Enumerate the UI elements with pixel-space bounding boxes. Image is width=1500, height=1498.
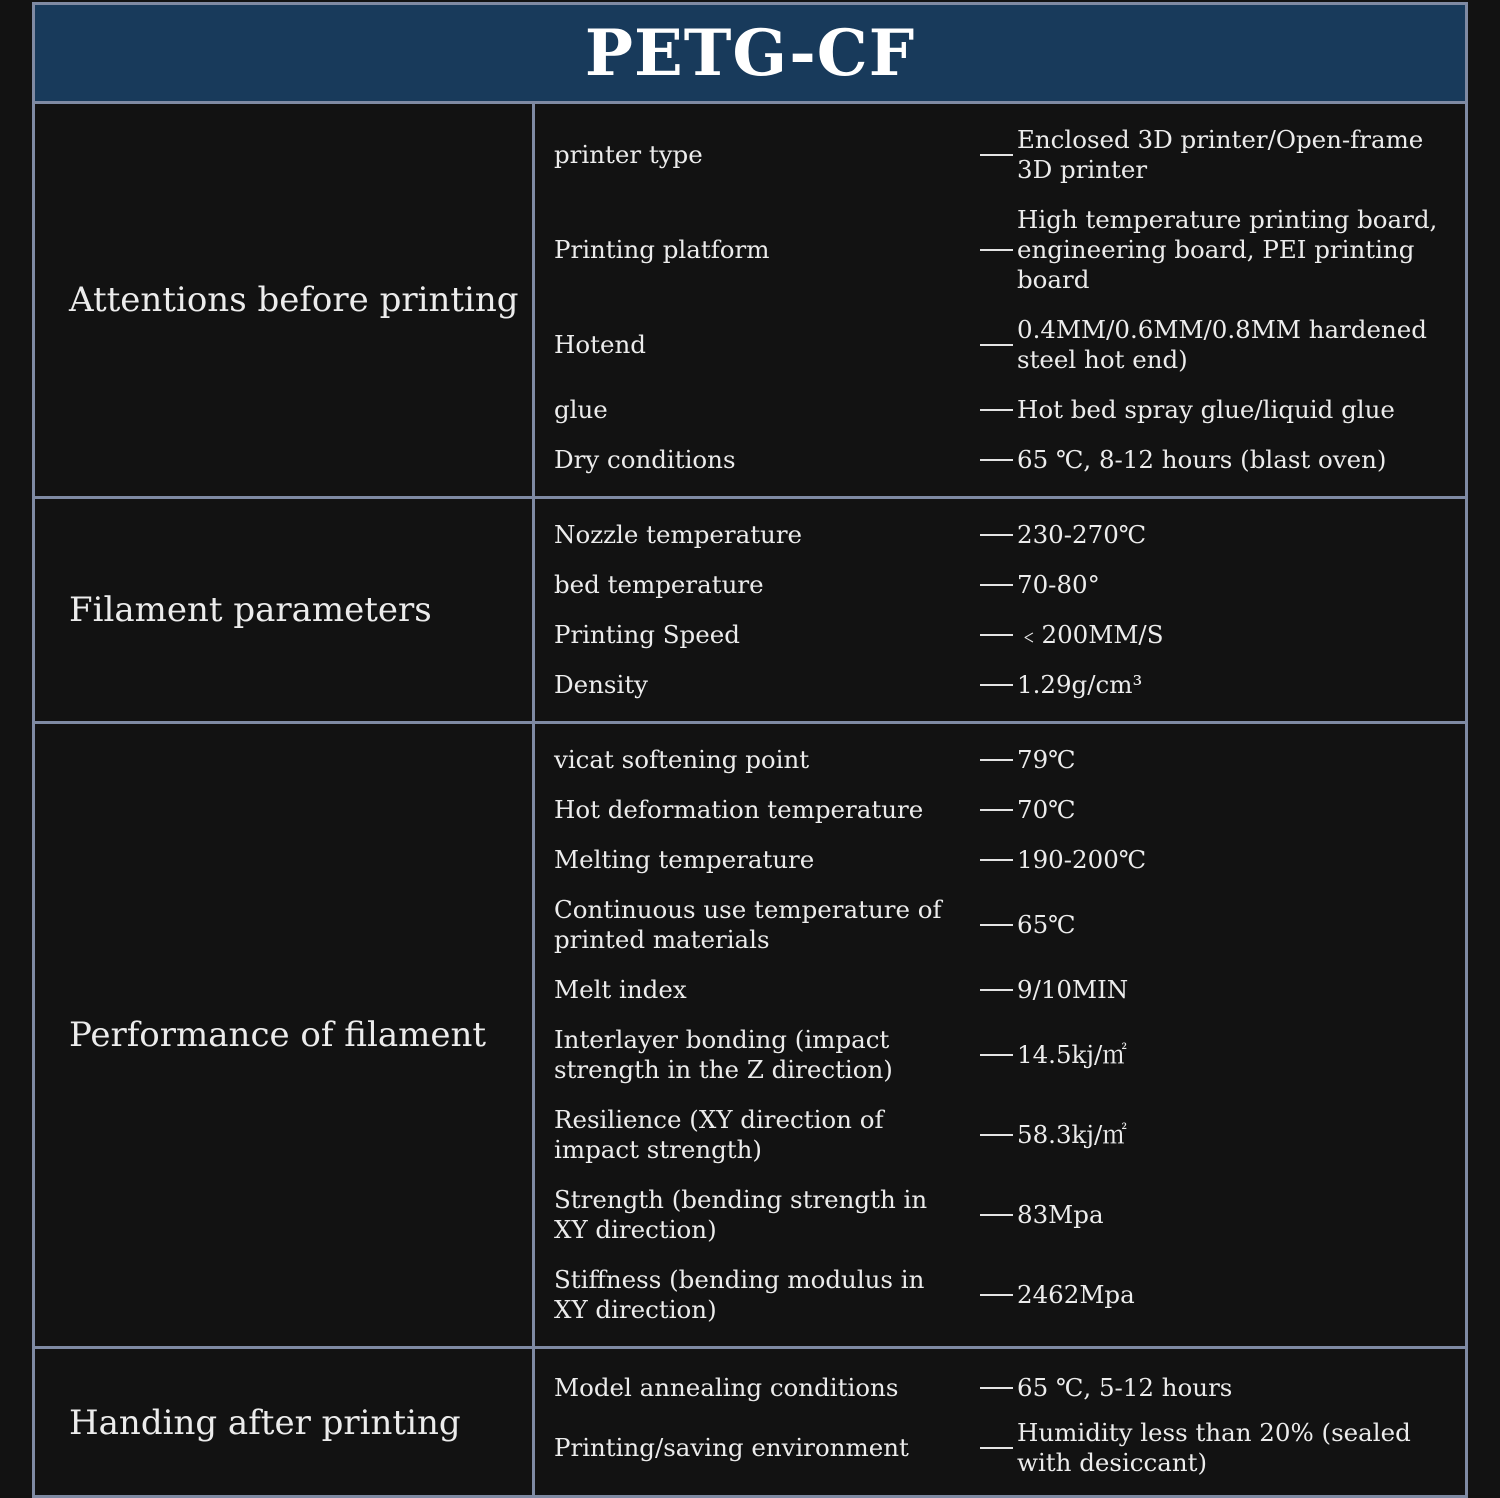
spec-row	[535, 1095, 1465, 1175]
title-bar	[35, 5, 1465, 104]
spec-value: 65 ℃, 8-12 hours (blast oven)	[1017, 445, 1387, 474]
spec-value: 1.29g/cm³	[1017, 670, 1143, 699]
spec-value: 70-80°	[1017, 570, 1100, 599]
spec-row	[535, 1015, 1465, 1095]
spec-row	[535, 1255, 1465, 1335]
spec-label: Printing/saving environment	[554, 1433, 909, 1462]
dash-divider	[980, 989, 1013, 991]
spec-row	[535, 510, 1465, 560]
spec-label: glue	[554, 395, 608, 424]
spec-label: bed temperature	[554, 570, 764, 599]
spec-value: ﹤200MM/S	[1017, 620, 1164, 649]
dash-divider	[980, 459, 1013, 461]
spec-value: 230-270℃	[1017, 520, 1147, 549]
spec-label: Strength (bending strength in XY direction)	[554, 1185, 928, 1244]
spec-value: 190-200℃	[1017, 845, 1147, 874]
spec-value: 58.3kj/㎡	[1017, 1120, 1127, 1149]
spec-row	[535, 785, 1465, 835]
spec-value: 9/10MIN	[1017, 975, 1129, 1004]
section-label: Attentions before printing	[35, 104, 535, 496]
dash-divider	[980, 859, 1013, 861]
section-label: Handing after printing	[35, 1349, 535, 1497]
spec-row	[535, 1363, 1465, 1413]
dash-divider	[980, 1447, 1013, 1449]
section-attentions	[35, 104, 1465, 499]
spec-label: Hot deformation temperature	[554, 795, 924, 824]
spec-label: Density	[554, 670, 649, 699]
spec-row	[535, 885, 1465, 965]
page-title: PETG-CF	[584, 15, 916, 91]
spec-value: Hot bed spray glue/liquid glue	[1017, 395, 1395, 424]
spec-label: Hotend	[554, 330, 646, 359]
spec-row	[535, 965, 1465, 1015]
spec-value: 14.5kj/㎡	[1017, 1040, 1127, 1069]
dash-divider	[980, 1214, 1013, 1216]
spec-label: Dry conditions	[554, 445, 736, 474]
spec-row	[535, 385, 1465, 435]
dash-divider	[980, 634, 1013, 636]
dash-divider	[980, 809, 1013, 811]
spec-row	[535, 1175, 1465, 1255]
section-label: Performance of filament	[35, 724, 535, 1346]
spec-label: printer type	[554, 140, 703, 169]
dash-divider	[980, 249, 1013, 251]
spec-row	[535, 735, 1465, 785]
spec-label: Nozzle temperature	[554, 520, 803, 549]
spec-label: Stiffness (bending modulus in XY direction)	[554, 1265, 925, 1324]
spec-value: 83Mpa	[1017, 1200, 1104, 1229]
dash-divider	[980, 409, 1013, 411]
spec-label: Model annealing conditions	[554, 1373, 899, 1402]
spec-value: Humidity less than 20% (sealed with desiccant)	[1017, 1418, 1411, 1477]
spec-row	[535, 1413, 1465, 1483]
spec-row	[535, 660, 1465, 710]
spec-value: 79℃	[1017, 745, 1076, 774]
spec-sheet	[32, 2, 1468, 1498]
dash-divider	[980, 584, 1013, 586]
section-rows	[535, 104, 1465, 496]
spec-row	[535, 610, 1465, 660]
dash-divider	[980, 759, 1013, 761]
dash-divider	[980, 924, 1013, 926]
dash-divider	[980, 344, 1013, 346]
spec-row	[535, 305, 1465, 385]
spec-value: 70℃	[1017, 795, 1076, 824]
spec-value: 2462Mpa	[1017, 1280, 1135, 1309]
dash-divider	[980, 1294, 1013, 1296]
spec-row	[535, 435, 1465, 485]
spec-row	[535, 115, 1465, 195]
spec-row	[535, 560, 1465, 610]
spec-value: 65℃	[1017, 910, 1076, 939]
spec-label: Printing Speed	[554, 620, 740, 649]
spec-label: vicat softening point	[554, 745, 810, 774]
section-rows	[535, 724, 1465, 1346]
spec-label: Interlayer bonding (impact strength in the Z direction)	[554, 1025, 893, 1084]
dash-divider	[980, 1387, 1013, 1389]
section-rows	[535, 1349, 1465, 1497]
spec-row	[535, 835, 1465, 885]
spec-label: Printing platform	[554, 235, 770, 264]
spec-label: Melting temperature	[554, 845, 815, 874]
spec-label: Continuous use temperature of printed materials	[554, 895, 942, 954]
dash-divider	[980, 684, 1013, 686]
spec-label: Melt index	[554, 975, 687, 1004]
section-handling-after-printing	[35, 1349, 1465, 1497]
dash-divider	[980, 1134, 1013, 1136]
section-performance	[35, 724, 1465, 1349]
spec-value: Enclosed 3D printer/Open-frame 3D printer	[1017, 125, 1424, 184]
dash-divider	[980, 534, 1013, 536]
spec-value: 0.4MM/0.6MM/0.8MM hardened steel hot end)	[1017, 315, 1427, 374]
section-filament-parameters	[35, 499, 1465, 724]
dash-divider	[980, 1054, 1013, 1056]
section-label: Filament parameters	[35, 499, 535, 721]
dash-divider	[980, 154, 1013, 156]
spec-value: 65 ℃, 5-12 hours	[1017, 1373, 1233, 1402]
section-rows	[535, 499, 1465, 721]
spec-label: Resilience (XY direction of impact strength)	[554, 1105, 884, 1164]
spec-row	[535, 195, 1465, 305]
spec-value: High temperature printing board, engineering board, PEI printing board	[1017, 205, 1438, 294]
